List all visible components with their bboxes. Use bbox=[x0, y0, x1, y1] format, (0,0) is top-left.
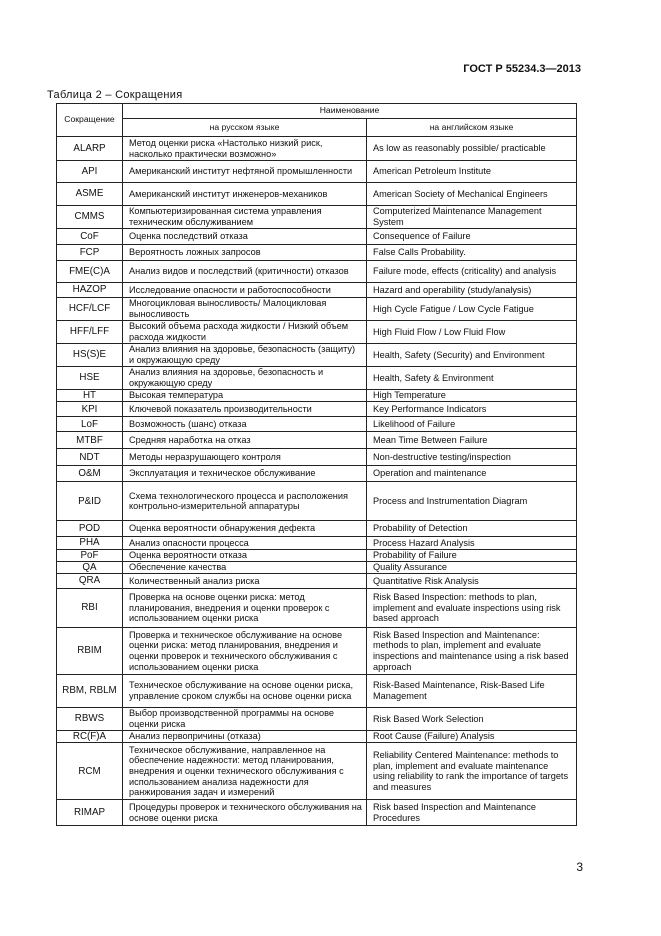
english-name-cell: Operation and maintenance bbox=[367, 466, 577, 482]
russian-name-cell: Исследование опасности и работоспособности bbox=[123, 283, 367, 298]
abbreviation-cell: KPI bbox=[57, 402, 123, 417]
abbreviation-cell: PHA bbox=[57, 537, 123, 549]
abbreviation-cell: HFF/LFF bbox=[57, 321, 123, 344]
russian-name-cell: Анализ видов и последствий (критичности) отказов bbox=[123, 261, 367, 283]
english-name-cell: Likelihood of Failure bbox=[367, 417, 577, 432]
abbreviation-cell: CoF bbox=[57, 229, 123, 245]
abbreviation-cell: P&ID bbox=[57, 482, 123, 521]
english-name-cell: Hazard and operability (study/analysis) bbox=[367, 283, 577, 298]
abbreviation-cell: HCF/LCF bbox=[57, 298, 123, 321]
english-name-cell: False Calls Probability. bbox=[367, 245, 577, 261]
abbreviation-cell: O&M bbox=[57, 466, 123, 482]
table-row bbox=[57, 245, 577, 261]
abbreviation-cell: NDT bbox=[57, 449, 123, 466]
table-row bbox=[57, 537, 577, 549]
english-name-cell: High Temperature bbox=[367, 390, 577, 402]
russian-name-cell: Анализ первопричины (отказа) bbox=[123, 731, 367, 743]
abbreviation-cell: HSE bbox=[57, 367, 123, 390]
table-row bbox=[57, 261, 577, 283]
abbreviation-cell: POD bbox=[57, 521, 123, 537]
english-name-cell: Probability of Detection bbox=[367, 521, 577, 537]
russian-name-cell: Методы неразрушающего контроля bbox=[123, 449, 367, 466]
table-row bbox=[57, 731, 577, 743]
table-row bbox=[57, 229, 577, 245]
table-row bbox=[57, 206, 577, 229]
page-number: 3 bbox=[576, 860, 583, 874]
russian-name-cell: Средняя наработка на отказ bbox=[123, 432, 367, 449]
english-name-cell: Root Cause (Failure) Analysis bbox=[367, 731, 577, 743]
table-caption: Таблица 2 – Сокращения bbox=[47, 89, 183, 101]
table-row bbox=[57, 708, 577, 731]
english-name-cell: Health, Safety (Security) and Environment bbox=[367, 344, 577, 367]
abbreviation-cell: HS(S)E bbox=[57, 344, 123, 367]
table-row bbox=[57, 344, 577, 367]
english-name-cell: High Cycle Fatigue / Low Cycle Fatigue bbox=[367, 298, 577, 321]
russian-name-cell: Метод оценки риска «Настолько низкий риск, насколько практически возможно» bbox=[123, 137, 367, 161]
abbreviation-cell: RBIM bbox=[57, 628, 123, 675]
russian-name-cell: Анализ влияния на здоровье, безопасность и окружающую среду bbox=[123, 367, 367, 390]
english-name-cell: Risk-Based Maintenance, Risk-Based Life Management bbox=[367, 675, 577, 708]
document-code: ГОСТ Р 55234.3—2013 bbox=[463, 63, 581, 75]
table-row bbox=[57, 161, 577, 183]
russian-name-cell: Обеспечение качества bbox=[123, 561, 367, 573]
header-english: на английском языке bbox=[367, 119, 577, 137]
abbreviation-cell: ALARP bbox=[57, 137, 123, 161]
table-row bbox=[57, 183, 577, 206]
table-row bbox=[57, 521, 577, 537]
russian-name-cell: Проверка и техническое обслуживание на основе оценки риска: метод планирования, внедрения и оценки проверок и технического обслуживания с использованием оценки риска bbox=[123, 628, 367, 675]
header-russian: на русском языке bbox=[123, 119, 367, 137]
abbreviation-cell: RBWS bbox=[57, 708, 123, 731]
english-name-cell: Probability of Failure bbox=[367, 549, 577, 561]
table-row bbox=[57, 449, 577, 466]
english-name-cell: Health, Safety & Environment bbox=[367, 367, 577, 390]
russian-name-cell: Американский институт инженеров-механиков bbox=[123, 183, 367, 206]
abbreviation-cell: QRA bbox=[57, 574, 123, 589]
table-row bbox=[57, 561, 577, 573]
russian-name-cell: Ключевой показатель производительности bbox=[123, 402, 367, 417]
abbreviation-cell: RBM, RBLM bbox=[57, 675, 123, 708]
english-name-cell: Risk based Inspection and Maintenance Procedures bbox=[367, 800, 577, 826]
english-name-cell: Non-destructive testing/inspection bbox=[367, 449, 577, 466]
table-row bbox=[57, 137, 577, 161]
russian-name-cell: Возможность (шанс) отказа bbox=[123, 417, 367, 432]
russian-name-cell: Анализ опасности процесса bbox=[123, 537, 367, 549]
abbreviation-cell: FME(C)A bbox=[57, 261, 123, 283]
abbreviation-cell: QA bbox=[57, 561, 123, 573]
russian-name-cell: Анализ влияния на здоровье, безопасность (защиту) и окружающую среду bbox=[123, 344, 367, 367]
table-row bbox=[57, 482, 577, 521]
abbreviation-cell: HT bbox=[57, 390, 123, 402]
english-name-cell: Key Performance Indicators bbox=[367, 402, 577, 417]
english-name-cell: Risk Based Work Selection bbox=[367, 708, 577, 731]
english-name-cell: Mean Time Between Failure bbox=[367, 432, 577, 449]
russian-name-cell: Техническое обслуживание, направленное на обеспечение надежности: метод планирования, внедрения и оценки технического обслуживания с использованием анализа надежности для ранжирования задач и измерений bbox=[123, 743, 367, 800]
russian-name-cell: Процедуры проверок и технического обслуживания на основе оценки риска bbox=[123, 800, 367, 826]
abbreviations-table bbox=[56, 103, 577, 826]
abbreviation-cell: PoF bbox=[57, 549, 123, 561]
abbreviation-cell: RIMAP bbox=[57, 800, 123, 826]
english-name-cell: American Petroleum Institute bbox=[367, 161, 577, 183]
english-name-cell: Quality Assurance bbox=[367, 561, 577, 573]
abbreviation-cell: HAZOP bbox=[57, 283, 123, 298]
table-row bbox=[57, 321, 577, 344]
table-row bbox=[57, 589, 577, 628]
russian-name-cell: Проверка на основе оценки риска: метод планирования, внедрения и оценки проверок с использованием оценки риска bbox=[123, 589, 367, 628]
abbreviation-cell: RBI bbox=[57, 589, 123, 628]
english-name-cell: American Society of Mechanical Engineers bbox=[367, 183, 577, 206]
table-row bbox=[57, 743, 577, 800]
abbreviation-cell: FCP bbox=[57, 245, 123, 261]
table-row bbox=[57, 390, 577, 402]
table-row bbox=[57, 574, 577, 589]
russian-name-cell: Оценка вероятности обнаружения дефекта bbox=[123, 521, 367, 537]
table-row bbox=[57, 628, 577, 675]
abbreviation-cell: LoF bbox=[57, 417, 123, 432]
english-name-cell: Computerized Maintenance Management System bbox=[367, 206, 577, 229]
english-name-cell: Failure mode, effects (criticality) and analysis bbox=[367, 261, 577, 283]
table-row bbox=[57, 367, 577, 390]
abbreviation-cell: RC(F)A bbox=[57, 731, 123, 743]
russian-name-cell: Высокая температура bbox=[123, 390, 367, 402]
russian-name-cell: Компьютеризированная система управления техническим обслуживанием bbox=[123, 206, 367, 229]
russian-name-cell: Многоцикловая выносливость/ Малоцикловая выносливость bbox=[123, 298, 367, 321]
english-name-cell: High Fluid Flow / Low Fluid Flow bbox=[367, 321, 577, 344]
table-row bbox=[57, 417, 577, 432]
russian-name-cell: Техническое обслуживание на основе оценки риска, управление сроком службы на основе оценки риска bbox=[123, 675, 367, 708]
header-abbreviation: Сокращение bbox=[57, 104, 123, 137]
table-row bbox=[57, 800, 577, 826]
english-name-cell: Reliability Centered Maintenance: methods to plan, implement and evaluate maintenance using reliability to rank the importance of targets and measures bbox=[367, 743, 577, 800]
table-row bbox=[57, 432, 577, 449]
table-row bbox=[57, 402, 577, 417]
russian-name-cell: Количественный анализ риска bbox=[123, 574, 367, 589]
russian-name-cell: Американский институт нефтяной промышленности bbox=[123, 161, 367, 183]
russian-name-cell: Эксплуатация и техническое обслуживание bbox=[123, 466, 367, 482]
english-name-cell: Process and Instrumentation Diagram bbox=[367, 482, 577, 521]
english-name-cell: As low as reasonably possible/ practicable bbox=[367, 137, 577, 161]
abbreviation-cell: CMMS bbox=[57, 206, 123, 229]
abbreviation-cell: ASME bbox=[57, 183, 123, 206]
russian-name-cell: Выбор производственной программы на основе оценки риска bbox=[123, 708, 367, 731]
russian-name-cell: Оценка последствий отказа bbox=[123, 229, 367, 245]
russian-name-cell: Вероятность ложных запросов bbox=[123, 245, 367, 261]
abbreviation-cell: API bbox=[57, 161, 123, 183]
table-row bbox=[57, 298, 577, 321]
english-name-cell: Risk Based Inspection and Maintenance: methods to plan, implement and evaluate inspections and maintenance using a risk based approach bbox=[367, 628, 577, 675]
table-row bbox=[57, 466, 577, 482]
table-body bbox=[57, 137, 577, 826]
russian-name-cell: Оценка вероятности отказа bbox=[123, 549, 367, 561]
russian-name-cell: Высокий объема расхода жидкости / Низкий объем расхода жидкости bbox=[123, 321, 367, 344]
abbreviation-cell: RCM bbox=[57, 743, 123, 800]
russian-name-cell: Схема технологического процесса и расположения контрольно-измерительной аппаратуры bbox=[123, 482, 367, 521]
header-name: Наименование bbox=[123, 104, 577, 119]
table-row bbox=[57, 549, 577, 561]
english-name-cell: Consequence of Failure bbox=[367, 229, 577, 245]
english-name-cell: Quantitative Risk Analysis bbox=[367, 574, 577, 589]
table-row bbox=[57, 675, 577, 708]
abbreviation-cell: MTBF bbox=[57, 432, 123, 449]
english-name-cell: Risk Based Inspection: methods to plan, implement and evaluate inspections using risk based approach bbox=[367, 589, 577, 628]
english-name-cell: Process Hazard Analysis bbox=[367, 537, 577, 549]
table-row bbox=[57, 283, 577, 298]
